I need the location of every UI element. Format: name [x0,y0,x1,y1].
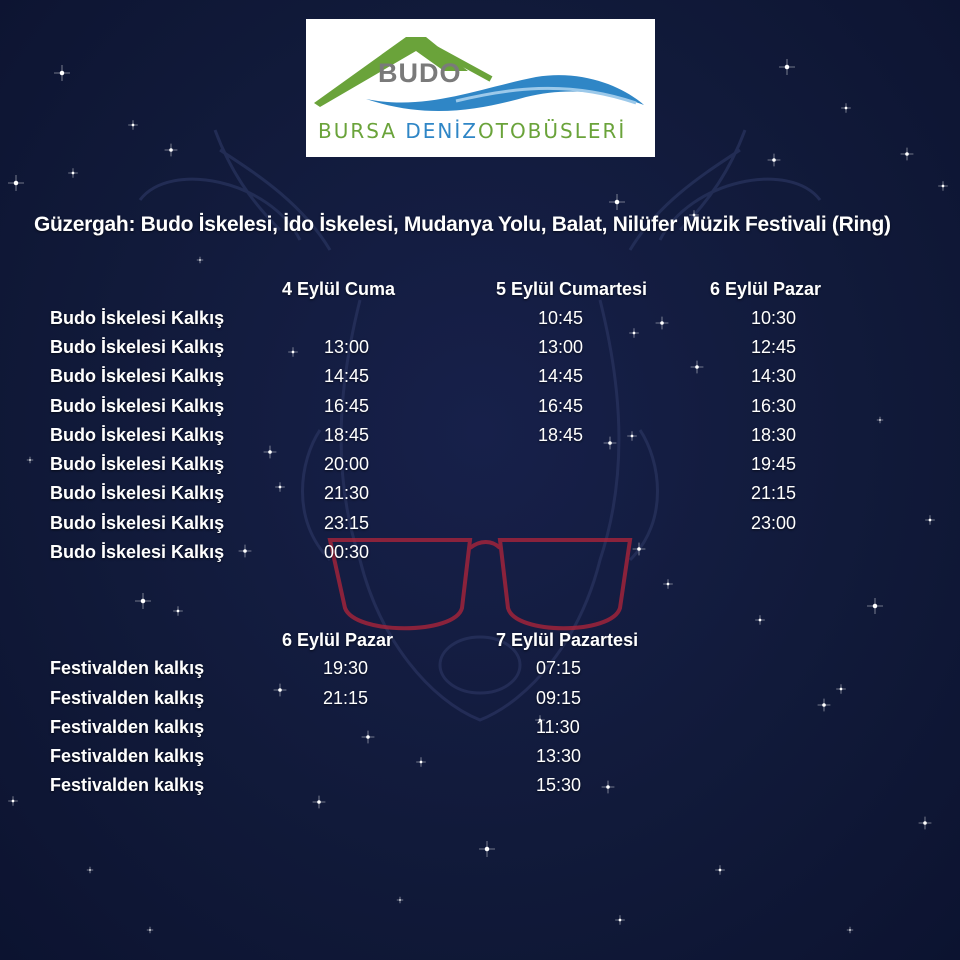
departure-time: 16:45 [324,396,370,416]
departure-time: 20:00 [324,454,370,474]
star-glint [663,579,673,589]
logo-brand-text: BUDO [378,58,462,88]
star-glint [313,796,326,809]
row-label: Budo İskelesi Kalkış [50,425,225,445]
row-label: Budo İskelesi Kalkış [50,337,225,357]
departure-time: 12:45 [751,337,797,357]
star-glint [818,699,831,712]
departure-time: 21:15 [751,483,797,503]
star-glint [68,168,78,178]
row-label: Budo İskelesi Kalkış [50,308,225,328]
star-glint [836,684,846,694]
departure-time: 23:15 [324,513,370,533]
star-glint [147,927,153,933]
star-glint [165,144,178,157]
departure-time: 18:30 [751,425,797,445]
departure-time: 00:30 [324,542,370,562]
star-glint [768,154,781,167]
star-glint [87,867,93,873]
logo-tagline: BURSA DENİZOTOBÜSLERİ [318,119,627,143]
star-glint [627,431,637,441]
star-glint [602,781,615,794]
star-glint [615,915,625,925]
row-label: Festivalden kalkış [50,658,205,678]
departure-time: 07:15 [536,658,582,678]
departure-time: 14:30 [751,366,797,386]
star-glint [8,175,24,191]
star-glint [901,148,914,161]
star-glint [8,796,18,806]
star-glint [239,545,252,558]
row-label: Festivalden kalkış [50,775,205,795]
departure-time: 13:00 [538,337,584,357]
departure-time: 23:00 [751,513,797,533]
star-glint [691,361,704,374]
departure-time: 21:15 [323,688,369,708]
star-glint [629,328,639,338]
row-label: Budo İskelesi Kalkış [50,454,225,474]
star-glint [633,543,646,556]
row-label: Budo İskelesi Kalkış [50,366,225,386]
star-glint [173,606,183,616]
star-glint [416,757,426,767]
star-glint [275,482,285,492]
departure-time: 14:45 [538,366,584,386]
column-header: 6 Eylül Pazar [282,630,394,650]
star-glint [847,927,853,933]
departure-time: 13:00 [324,337,370,357]
departure-time: 13:30 [536,746,582,766]
row-label: Budo İskelesi Kalkış [50,396,225,416]
star-glint [479,841,495,857]
departure-time: 10:30 [751,308,797,328]
star-glint [755,615,765,625]
star-glint [264,446,277,459]
row-label: Festivalden kalkış [50,688,205,708]
star-glint [779,59,795,75]
row-label: Festivalden kalkış [50,746,205,766]
column-header: 6 Eylül Pazar [710,279,822,299]
star-glint [135,593,151,609]
departure-time: 18:45 [538,425,584,445]
route-title: Güzergah: Budo İskelesi, İdo İskelesi, Mudanya Yolu, Balat, Nilüfer Müzik Festivali (Ring) [34,213,891,236]
star-glint [925,515,935,525]
departure-time: 19:30 [323,658,369,678]
star-glint [841,103,851,113]
star-glint [274,684,287,697]
star-glint [609,194,625,210]
departure-time: 21:30 [324,483,370,503]
departure-time: 10:45 [538,308,584,328]
column-header: 5 Eylül Cumartesi [496,279,648,299]
star-glint [867,598,883,614]
star-glint [397,897,403,903]
star-glint [715,865,725,875]
departure-time: 19:45 [751,454,797,474]
column-header: 7 Eylül Pazartesi [496,630,639,650]
row-label: Budo İskelesi Kalkış [50,542,225,562]
star-glint [938,181,948,191]
star-glint [288,347,298,357]
departure-time: 09:15 [536,688,582,708]
departure-time: 16:30 [751,396,797,416]
star-glint [656,317,669,330]
star-glint [54,65,70,81]
row-label: Budo İskelesi Kalkış [50,513,225,533]
star-glint [919,817,932,830]
row-label: Budo İskelesi Kalkış [50,483,225,503]
star-glint [27,457,33,463]
budo-logo [306,19,655,157]
star-glint [197,257,203,263]
departure-time: 15:30 [536,775,582,795]
column-header: 4 Eylül Cuma [282,279,396,299]
star-glint [604,437,617,450]
departure-time: 11:30 [536,717,580,737]
row-label: Festivalden kalkış [50,717,205,737]
star-glint [877,417,883,423]
departure-time: 14:45 [324,366,370,386]
star-glint [362,731,375,744]
departure-time: 16:45 [538,396,584,416]
departure-time: 18:45 [324,425,370,445]
star-glint [128,120,138,130]
